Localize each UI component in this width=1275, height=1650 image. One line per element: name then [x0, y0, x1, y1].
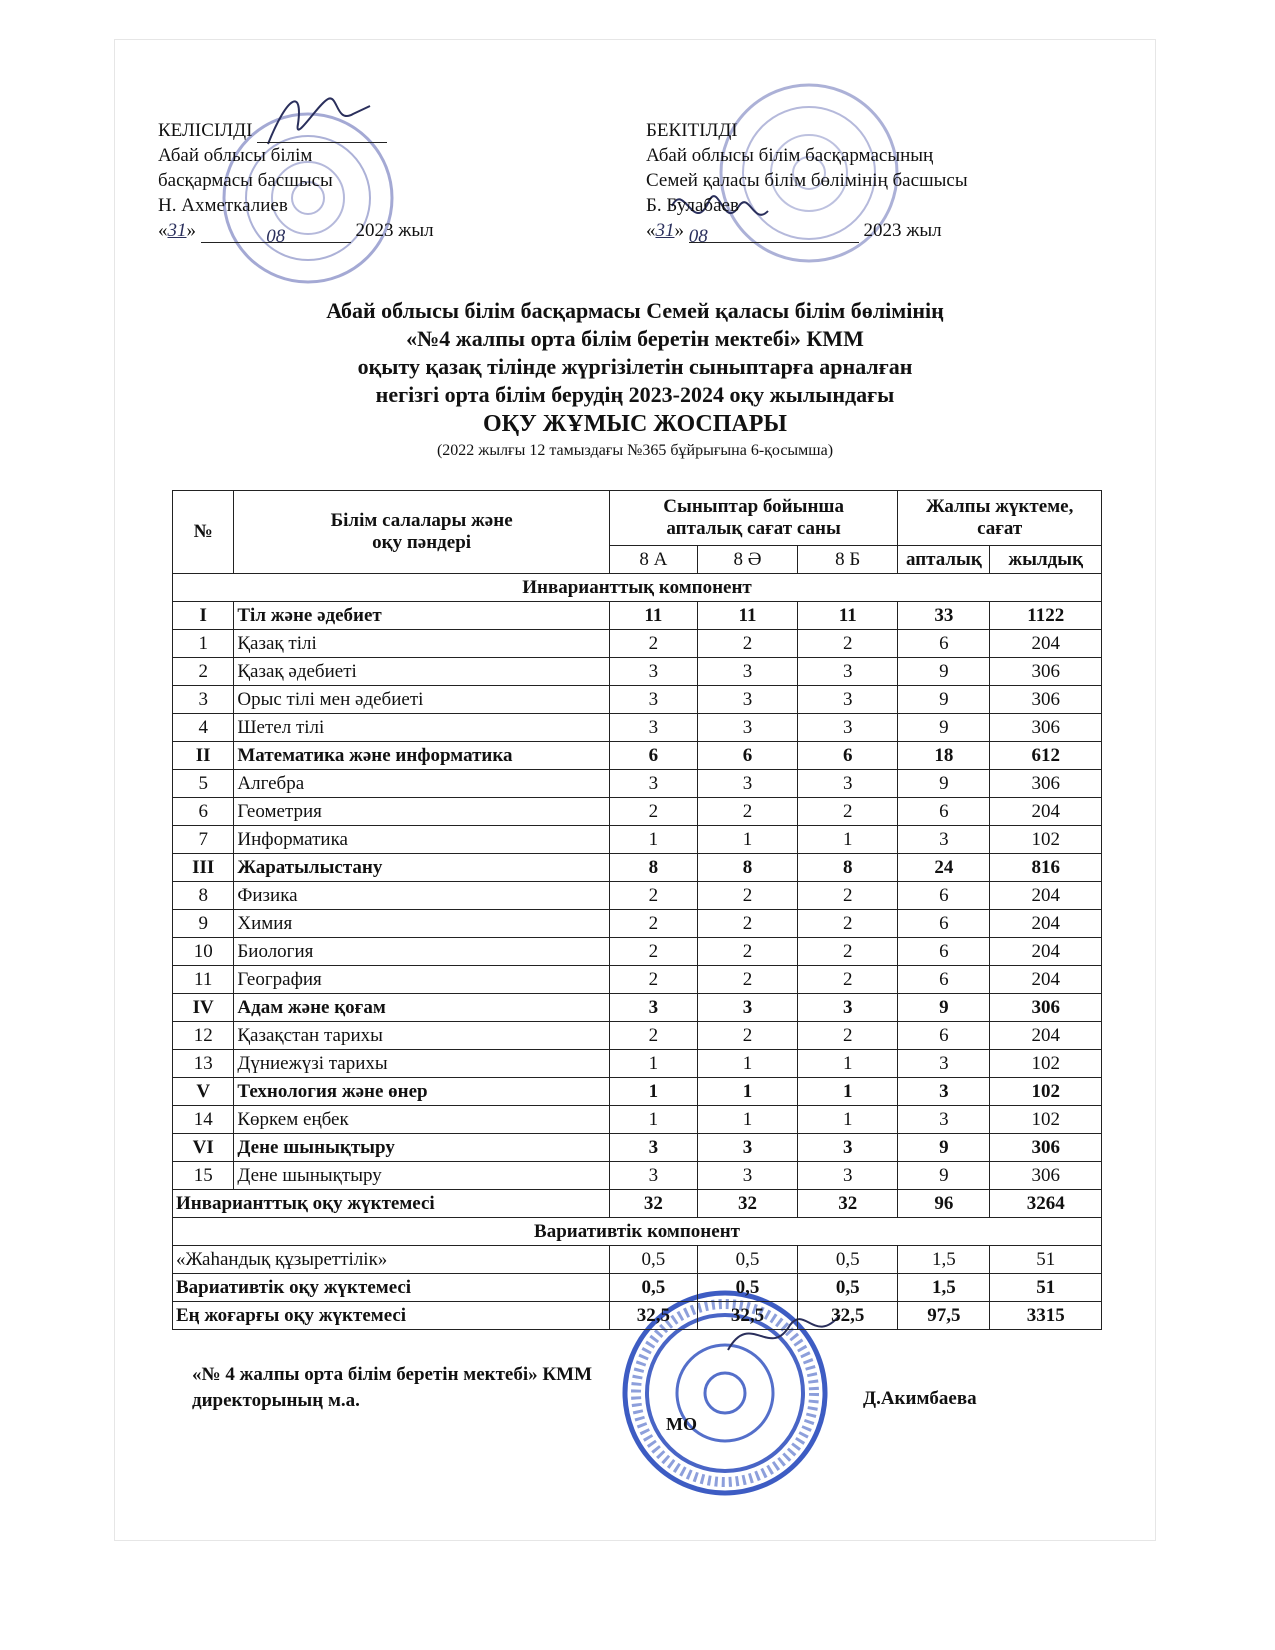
- table-row: [173, 798, 1102, 826]
- row-weekly: 9: [898, 770, 990, 798]
- row-class-a: 3: [609, 1162, 697, 1190]
- table-row: [173, 1022, 1102, 1050]
- row-weekly: 9: [898, 1162, 990, 1190]
- footer-signer: Д.Акимбаева: [863, 1388, 977, 1409]
- row-class-ae: 1: [697, 1050, 797, 1078]
- row-subject: Жаратылыстану: [234, 854, 609, 882]
- row-class-b: 2: [798, 882, 898, 910]
- table-row: [173, 854, 1102, 882]
- header-class-b: 8 Б: [798, 546, 898, 574]
- row-class-a: 1: [609, 826, 697, 854]
- row-yearly: 204: [990, 882, 1102, 910]
- table-row: [173, 1162, 1102, 1190]
- row-yearly: 1122: [990, 602, 1102, 630]
- row-num: 13: [173, 1050, 234, 1078]
- row-class-b: 3: [798, 1162, 898, 1190]
- row-class-ae: 3: [697, 1134, 797, 1162]
- approved-heading: БЕКІТІЛДІ: [646, 120, 738, 141]
- title-note: (2022 жылғы 12 тамыздағы №365 бұйрығына 6-қосымша): [436, 442, 834, 459]
- row-class-a: 8: [609, 854, 697, 882]
- row-num: 7: [173, 826, 234, 854]
- variative-total-row-class-b: 0,5: [798, 1274, 898, 1302]
- header-class-a: 8 А: [609, 546, 697, 574]
- row-num: 5: [173, 770, 234, 798]
- footer-block: [192, 1362, 592, 1414]
- row-class-a: 2: [609, 798, 697, 826]
- row-class-ae: 1: [697, 1106, 797, 1134]
- row-subject: Қазақстан тарихы: [234, 1022, 609, 1050]
- row-num: 6: [173, 798, 234, 826]
- table-row: [173, 602, 1102, 630]
- row-class-a: 3: [609, 658, 697, 686]
- table-row: [173, 882, 1102, 910]
- row-weekly: 6: [898, 966, 990, 994]
- invariant-total-row-class-b: 32: [798, 1190, 898, 1218]
- variative-row-class-b: 0,5: [798, 1246, 898, 1274]
- approved-line2: Семей қаласы білім бөлімінің басшысы: [646, 170, 968, 191]
- row-class-b: 3: [798, 658, 898, 686]
- invariant-total-row: [173, 1190, 1102, 1218]
- row-subject: Көркем еңбек: [234, 1106, 609, 1134]
- row-class-b: 2: [798, 910, 898, 938]
- row-yearly: 102: [990, 1106, 1102, 1134]
- row-weekly: 6: [898, 882, 990, 910]
- row-class-ae: 8: [697, 854, 797, 882]
- row-class-b: 3: [798, 994, 898, 1022]
- row-num: 12: [173, 1022, 234, 1050]
- row-subject: Технология және өнер: [234, 1078, 609, 1106]
- row-class-a: 3: [609, 770, 697, 798]
- invariant-total-row-class-ae: 32: [697, 1190, 797, 1218]
- table-row: [173, 630, 1102, 658]
- variative-total-row-class-a: 0,5: [609, 1274, 697, 1302]
- row-class-a: 2: [609, 966, 697, 994]
- row-weekly: 33: [898, 602, 990, 630]
- footer-line1: «№ 4 жалпы орта білім беретін мектебі» КММ: [192, 1364, 593, 1385]
- row-class-ae: 1: [697, 826, 797, 854]
- row-yearly: 306: [990, 686, 1102, 714]
- row-subject: Информатика: [234, 826, 609, 854]
- row-weekly: 3: [898, 1106, 990, 1134]
- row-weekly: 6: [898, 1022, 990, 1050]
- row-class-b: 1: [798, 1050, 898, 1078]
- row-yearly: 102: [990, 1050, 1102, 1078]
- row-weekly: 9: [898, 658, 990, 686]
- section-variative-row: [173, 1218, 1102, 1246]
- agreed-date-day: 31: [167, 220, 187, 241]
- row-num: III: [173, 854, 234, 882]
- row-subject: Орыс тілі мен әдебиеті: [234, 686, 609, 714]
- row-class-b: 3: [798, 686, 898, 714]
- row-class-a: 11: [609, 602, 697, 630]
- row-yearly: 306: [990, 1162, 1102, 1190]
- header-weekly: апталық: [898, 546, 990, 574]
- header-yearly: жылдық: [990, 546, 1102, 574]
- row-subject: Қазақ тілі: [234, 630, 609, 658]
- max-total-row-class-ae: 32,5: [697, 1302, 797, 1330]
- table-row: [173, 994, 1102, 1022]
- row-num: 14: [173, 1106, 234, 1134]
- header-num: №: [173, 491, 234, 574]
- row-class-ae: 3: [697, 994, 797, 1022]
- row-yearly: 306: [990, 770, 1102, 798]
- row-class-b: 1: [798, 1078, 898, 1106]
- row-class-b: 2: [798, 1022, 898, 1050]
- variative-total-row-weekly: 1,5: [898, 1274, 990, 1302]
- row-class-ae: 2: [697, 630, 797, 658]
- row-class-a: 2: [609, 938, 697, 966]
- row-class-ae: 2: [697, 938, 797, 966]
- section-invariant: Инварианттық компонент: [173, 574, 1102, 602]
- table-row: [173, 910, 1102, 938]
- row-num: 4: [173, 714, 234, 742]
- variative-total-row: [173, 1274, 1102, 1302]
- row-class-ae: 1: [697, 1078, 797, 1106]
- table-row: [173, 1106, 1102, 1134]
- header-classes-line2: апталық сағат саны: [666, 518, 841, 539]
- row-num: IV: [173, 994, 234, 1022]
- row-weekly: 3: [898, 826, 990, 854]
- max-total-row-weekly: 97,5: [898, 1302, 990, 1330]
- row-num: I: [173, 602, 234, 630]
- variative-row-class-ae: 0,5: [697, 1246, 797, 1274]
- row-weekly: 24: [898, 854, 990, 882]
- row-subject: Химия: [234, 910, 609, 938]
- agreed-line2: басқармасы басшысы: [158, 170, 333, 191]
- row-class-b: 1: [798, 1106, 898, 1134]
- row-class-a: 6: [609, 742, 697, 770]
- row-subject: Геометрия: [234, 798, 609, 826]
- header-load-line1: Жалпы жүктеме,: [926, 496, 1074, 517]
- row-class-a: 3: [609, 994, 697, 1022]
- row-class-ae: 2: [697, 1022, 797, 1050]
- header-subject-line1: Білім салалары және: [330, 510, 513, 531]
- row-class-b: 11: [798, 602, 898, 630]
- row-yearly: 306: [990, 1134, 1102, 1162]
- row-yearly: 204: [990, 966, 1102, 994]
- row-num: VI: [173, 1134, 234, 1162]
- table-row: [173, 1078, 1102, 1106]
- variative-row-weekly: 1,5: [898, 1246, 990, 1274]
- max-total-row-class-b: 32,5: [798, 1302, 898, 1330]
- row-class-b: 2: [798, 798, 898, 826]
- row-class-ae: 3: [697, 714, 797, 742]
- row-subject: Математика және информатика: [234, 742, 609, 770]
- row-weekly: 3: [898, 1050, 990, 1078]
- curriculum-table: [172, 490, 1102, 1330]
- title-line4: негізгі орта білім берудің 2023-2024 оқу жылындағы: [375, 382, 895, 407]
- row-class-ae: 2: [697, 798, 797, 826]
- row-class-a: 1: [609, 1050, 697, 1078]
- table-row: [173, 938, 1102, 966]
- title-line1: Абай облысы білім басқармасы Семей қаласы білім бөлімінің: [326, 298, 944, 323]
- row-subject: Қазақ әдебиеті: [234, 658, 609, 686]
- approved-line3: Б. Булабаев: [646, 195, 739, 216]
- row-weekly: 9: [898, 714, 990, 742]
- max-total-row: [173, 1302, 1102, 1330]
- row-class-a: 2: [609, 910, 697, 938]
- agreed-signature-line: [257, 124, 387, 143]
- variative-row-yearly: 51: [990, 1246, 1102, 1274]
- variative-total-row-yearly: 51: [990, 1274, 1102, 1302]
- row-num: 11: [173, 966, 234, 994]
- section-variative: Вариативтік компонент: [173, 1218, 1102, 1246]
- row-class-a: 3: [609, 1134, 697, 1162]
- approved-date-close: »: [674, 220, 684, 241]
- row-yearly: 204: [990, 938, 1102, 966]
- header-subject: [234, 491, 609, 574]
- row-weekly: 6: [898, 938, 990, 966]
- agreed-date-open: «: [158, 220, 168, 241]
- row-class-ae: 3: [697, 658, 797, 686]
- max-total-row-class-a: 32,5: [609, 1302, 697, 1330]
- row-num: 10: [173, 938, 234, 966]
- row-yearly: 306: [990, 658, 1102, 686]
- row-class-a: 2: [609, 630, 697, 658]
- header-load: [898, 491, 1102, 546]
- row-subject: Дене шынықтыру: [234, 1134, 609, 1162]
- row-num: 1: [173, 630, 234, 658]
- table-row: [173, 966, 1102, 994]
- row-yearly: 306: [990, 714, 1102, 742]
- row-yearly: 612: [990, 742, 1102, 770]
- approved-line1: Абай облысы білім басқармасының: [646, 145, 934, 166]
- row-subject: Тіл және әдебиет: [234, 602, 609, 630]
- row-num: 3: [173, 686, 234, 714]
- row-num: II: [173, 742, 234, 770]
- approved-date-day: 31: [655, 220, 675, 241]
- max-total-row-label: Ең жоғарғы оқу жүктемесі: [173, 1302, 610, 1330]
- approval-agreed-block: [158, 118, 434, 247]
- row-subject: Биология: [234, 938, 609, 966]
- row-class-b: 2: [798, 966, 898, 994]
- document-title: [115, 297, 1155, 463]
- row-subject: Физика: [234, 882, 609, 910]
- row-class-b: 2: [798, 630, 898, 658]
- agreed-heading: КЕЛІСІЛДІ: [158, 120, 253, 141]
- table-row: [173, 826, 1102, 854]
- row-num: 9: [173, 910, 234, 938]
- row-class-b: 6: [798, 742, 898, 770]
- row-yearly: 204: [990, 798, 1102, 826]
- row-class-ae: 11: [697, 602, 797, 630]
- row-class-a: 1: [609, 1106, 697, 1134]
- max-total-row-yearly: 3315: [990, 1302, 1102, 1330]
- row-class-b: 3: [798, 714, 898, 742]
- row-yearly: 306: [990, 994, 1102, 1022]
- row-class-a: 3: [609, 686, 697, 714]
- agreed-date-close: »: [186, 220, 196, 241]
- row-weekly: 18: [898, 742, 990, 770]
- header-subject-line2: оқу пәндері: [372, 532, 472, 553]
- header-class-ae: 8 Ә: [697, 546, 797, 574]
- row-class-ae: 2: [697, 910, 797, 938]
- title-main: ОҚУ ЖҰМЫС ЖОСПАРЫ: [483, 411, 787, 437]
- row-weekly: 6: [898, 630, 990, 658]
- row-class-a: 3: [609, 714, 697, 742]
- row-class-ae: 6: [697, 742, 797, 770]
- agreed-date-year: 2023 жыл: [355, 220, 434, 241]
- invariant-total-row-label: Инварианттық оқу жүктемесі: [173, 1190, 610, 1218]
- approved-date-open: «: [646, 220, 656, 241]
- variative-row-label: «Жаһандық құзыреттілік»: [173, 1246, 610, 1274]
- row-weekly: 6: [898, 910, 990, 938]
- row-weekly: 6: [898, 798, 990, 826]
- title-line3: оқыту қазақ тілінде жүргізілетін сыныптарға арналған: [357, 354, 913, 379]
- table-row: [173, 742, 1102, 770]
- table-row: [173, 658, 1102, 686]
- row-class-a: 2: [609, 882, 697, 910]
- row-yearly: 102: [990, 826, 1102, 854]
- table-row: [173, 1134, 1102, 1162]
- footer-line2: директорының м.а.: [192, 1390, 360, 1411]
- header-classes: [609, 491, 898, 546]
- row-num: 8: [173, 882, 234, 910]
- row-class-b: 3: [798, 770, 898, 798]
- row-class-b: 3: [798, 1134, 898, 1162]
- invariant-total-row-yearly: 3264: [990, 1190, 1102, 1218]
- row-yearly: 816: [990, 854, 1102, 882]
- row-weekly: 9: [898, 686, 990, 714]
- approved-date-year: 2023 жыл: [863, 220, 942, 241]
- row-weekly: 3: [898, 1078, 990, 1106]
- row-yearly: 204: [990, 1022, 1102, 1050]
- row-class-a: 2: [609, 1022, 697, 1050]
- row-yearly: 102: [990, 1078, 1102, 1106]
- row-class-ae: 2: [697, 882, 797, 910]
- header-load-line2: сағат: [977, 518, 1023, 539]
- variative-row-class-a: 0,5: [609, 1246, 697, 1274]
- agreed-date-month: 08: [201, 224, 351, 243]
- row-subject: География: [234, 966, 609, 994]
- row-subject: Дене шынықтыру: [234, 1162, 609, 1190]
- row-subject: Алгебра: [234, 770, 609, 798]
- table-row: [173, 1050, 1102, 1078]
- variative-total-row-class-ae: 0,5: [697, 1274, 797, 1302]
- variative-row: [173, 1246, 1102, 1274]
- table-row: [173, 686, 1102, 714]
- row-class-b: 1: [798, 826, 898, 854]
- row-subject: Дүниежүзі тарихы: [234, 1050, 609, 1078]
- row-class-ae: 3: [697, 1162, 797, 1190]
- title-line2: «№4 жалпы орта білім беретін мектебі» КММ: [406, 326, 864, 351]
- approved-date-month: 08: [689, 224, 859, 243]
- row-subject: Адам және қоғам: [234, 994, 609, 1022]
- approval-approved-block: [646, 118, 968, 247]
- variative-total-row-label: Вариативтік оқу жүктемесі: [173, 1274, 610, 1302]
- row-num: 2: [173, 658, 234, 686]
- row-subject: Шетел тілі: [234, 714, 609, 742]
- row-weekly: 9: [898, 994, 990, 1022]
- invariant-total-row-weekly: 96: [898, 1190, 990, 1218]
- agreed-line3: Н. Ахметкалиев: [158, 195, 288, 216]
- row-class-ae: 3: [697, 686, 797, 714]
- row-num: 15: [173, 1162, 234, 1190]
- header-classes-line1: Сыныптар бойынша: [663, 496, 844, 517]
- agreed-line1: Абай облысы білім: [158, 145, 313, 166]
- row-class-ae: 2: [697, 966, 797, 994]
- invariant-total-row-class-a: 32: [609, 1190, 697, 1218]
- row-yearly: 204: [990, 910, 1102, 938]
- row-class-a: 1: [609, 1078, 697, 1106]
- row-class-ae: 3: [697, 770, 797, 798]
- row-class-b: 8: [798, 854, 898, 882]
- row-num: V: [173, 1078, 234, 1106]
- table-row: [173, 714, 1102, 742]
- row-yearly: 204: [990, 630, 1102, 658]
- table-row: [173, 770, 1102, 798]
- row-weekly: 9: [898, 1134, 990, 1162]
- row-class-b: 2: [798, 938, 898, 966]
- footer-mo: МО: [666, 1414, 697, 1434]
